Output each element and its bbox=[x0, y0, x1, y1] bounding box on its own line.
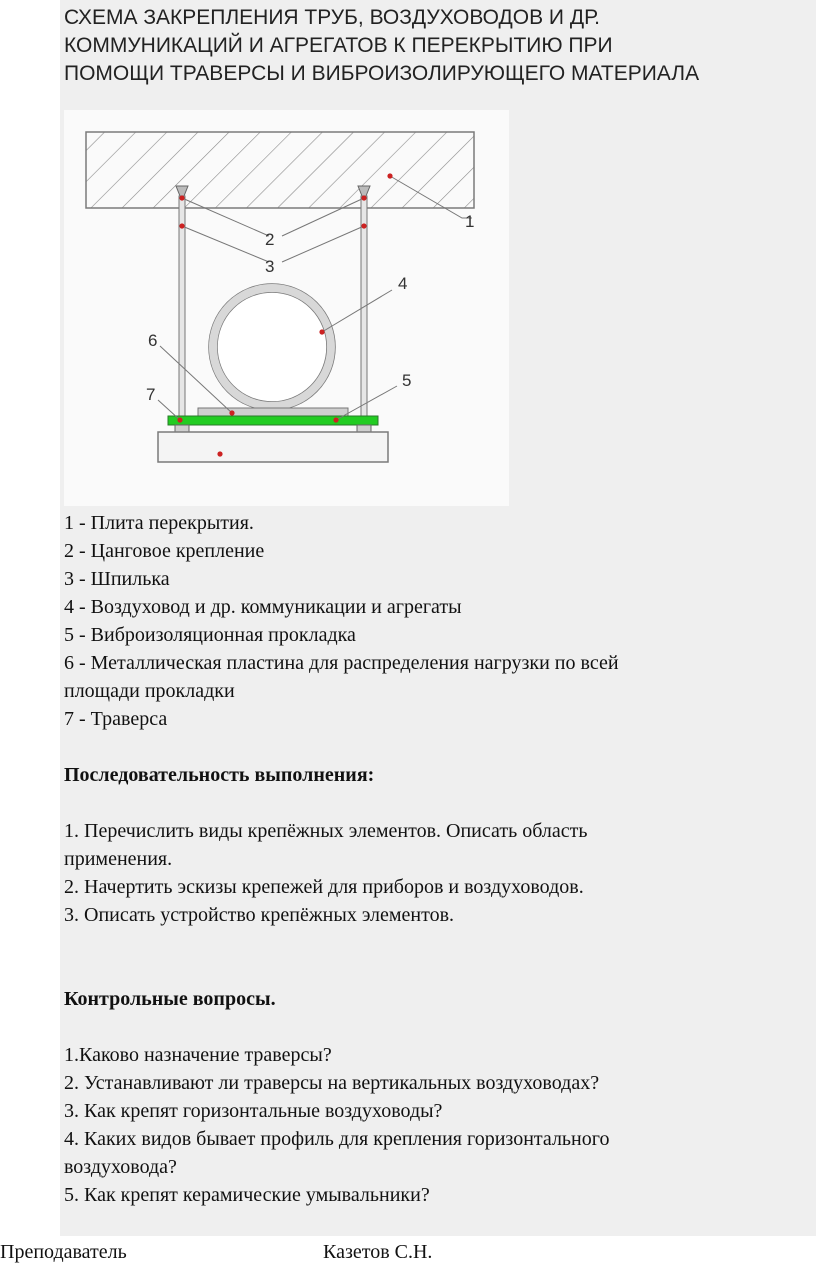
sequence-list bbox=[64, 817, 804, 929]
title-line-1: СХЕМА ЗАКРЕПЛЕНИЯ ТРУБ, ВОЗДУХОВОДОВ И ДР. bbox=[64, 6, 600, 29]
questions-heading: Контрольные вопросы. bbox=[64, 988, 276, 1010]
nut-left bbox=[175, 425, 189, 432]
question-item: 3. Как крепят горизонтальные воздуховоды? bbox=[64, 1100, 443, 1122]
sequence-item: 1. Перечислить виды крепёжных элементов. Описать область bbox=[64, 820, 588, 842]
callout-7: 7 bbox=[146, 385, 156, 404]
threaded-rod-right bbox=[361, 196, 367, 422]
callout-3: 3 bbox=[265, 257, 275, 276]
threaded-rod-left bbox=[179, 196, 185, 422]
callout-6: 6 bbox=[148, 331, 158, 350]
mounting-diagram-svg bbox=[64, 110, 509, 506]
question-item: 2. Устанавливают ли траверсы на вертикальных воздуховодах? bbox=[64, 1072, 600, 1094]
callout-2: 2 bbox=[265, 230, 275, 249]
legend-item: 4 - Воздуховод и др. коммуникации и агрегаты bbox=[64, 596, 462, 618]
legend-item: 5 - Виброизоляционная прокладка bbox=[64, 624, 356, 646]
ceiling-slab bbox=[86, 132, 474, 208]
metal-plate bbox=[198, 408, 348, 416]
questions-list bbox=[64, 1041, 804, 1209]
footer-name: Казетов С.Н. bbox=[323, 1241, 433, 1263]
question-item: воздуховода? bbox=[64, 1156, 177, 1178]
callout-1: 1 bbox=[465, 212, 475, 231]
duct-inner bbox=[217, 292, 327, 402]
legend-item: 7 - Траверса bbox=[64, 708, 168, 730]
callout-5: 5 bbox=[402, 371, 412, 390]
legend-list bbox=[64, 509, 804, 733]
question-item: 1.Каково назначение траверсы? bbox=[64, 1044, 332, 1066]
legend-item: 1 - Плита перекрытия. bbox=[64, 512, 254, 534]
footer-role: Преподаватель bbox=[0, 1241, 127, 1263]
title-line-2: КОММУНИКАЦИЙ И АГРЕГАТОВ К ПЕРЕКРЫТИЮ ПРИ bbox=[64, 34, 613, 57]
sequence-item: 3. Описать устройство крепёжных элементов. bbox=[64, 904, 455, 926]
title-line-3: ПОМОЩИ ТРАВЕРСЫ И ВИБРОИЗОЛИРУЮЩЕГО МАТЕРИАЛА bbox=[64, 62, 700, 85]
base-beam bbox=[158, 432, 388, 462]
mounting-diagram bbox=[64, 110, 509, 506]
legend-item: площади прокладки bbox=[64, 680, 235, 702]
sequence-item: 2. Начертить эскизы крепежей для приборов и воздуховодов. bbox=[64, 876, 584, 898]
question-item: 5. Как крепят керамические умывальники? bbox=[64, 1184, 430, 1206]
legend-item: 2 - Цанговое крепление bbox=[64, 540, 265, 562]
question-item: 4. Каких видов бывает профиль для крепления горизонтального bbox=[64, 1128, 610, 1150]
traverse-green bbox=[168, 416, 378, 425]
callout-4: 4 bbox=[398, 274, 408, 293]
sequence-item: применения. bbox=[64, 848, 173, 870]
sequence-heading: Последовательность выполнения: bbox=[64, 764, 375, 786]
legend-item: 6 - Металлическая пластина для распределения нагрузки по всей bbox=[64, 652, 619, 674]
page-title bbox=[64, 4, 804, 88]
legend-item: 3 - Шпилька bbox=[64, 568, 170, 590]
nut-right bbox=[357, 425, 371, 432]
